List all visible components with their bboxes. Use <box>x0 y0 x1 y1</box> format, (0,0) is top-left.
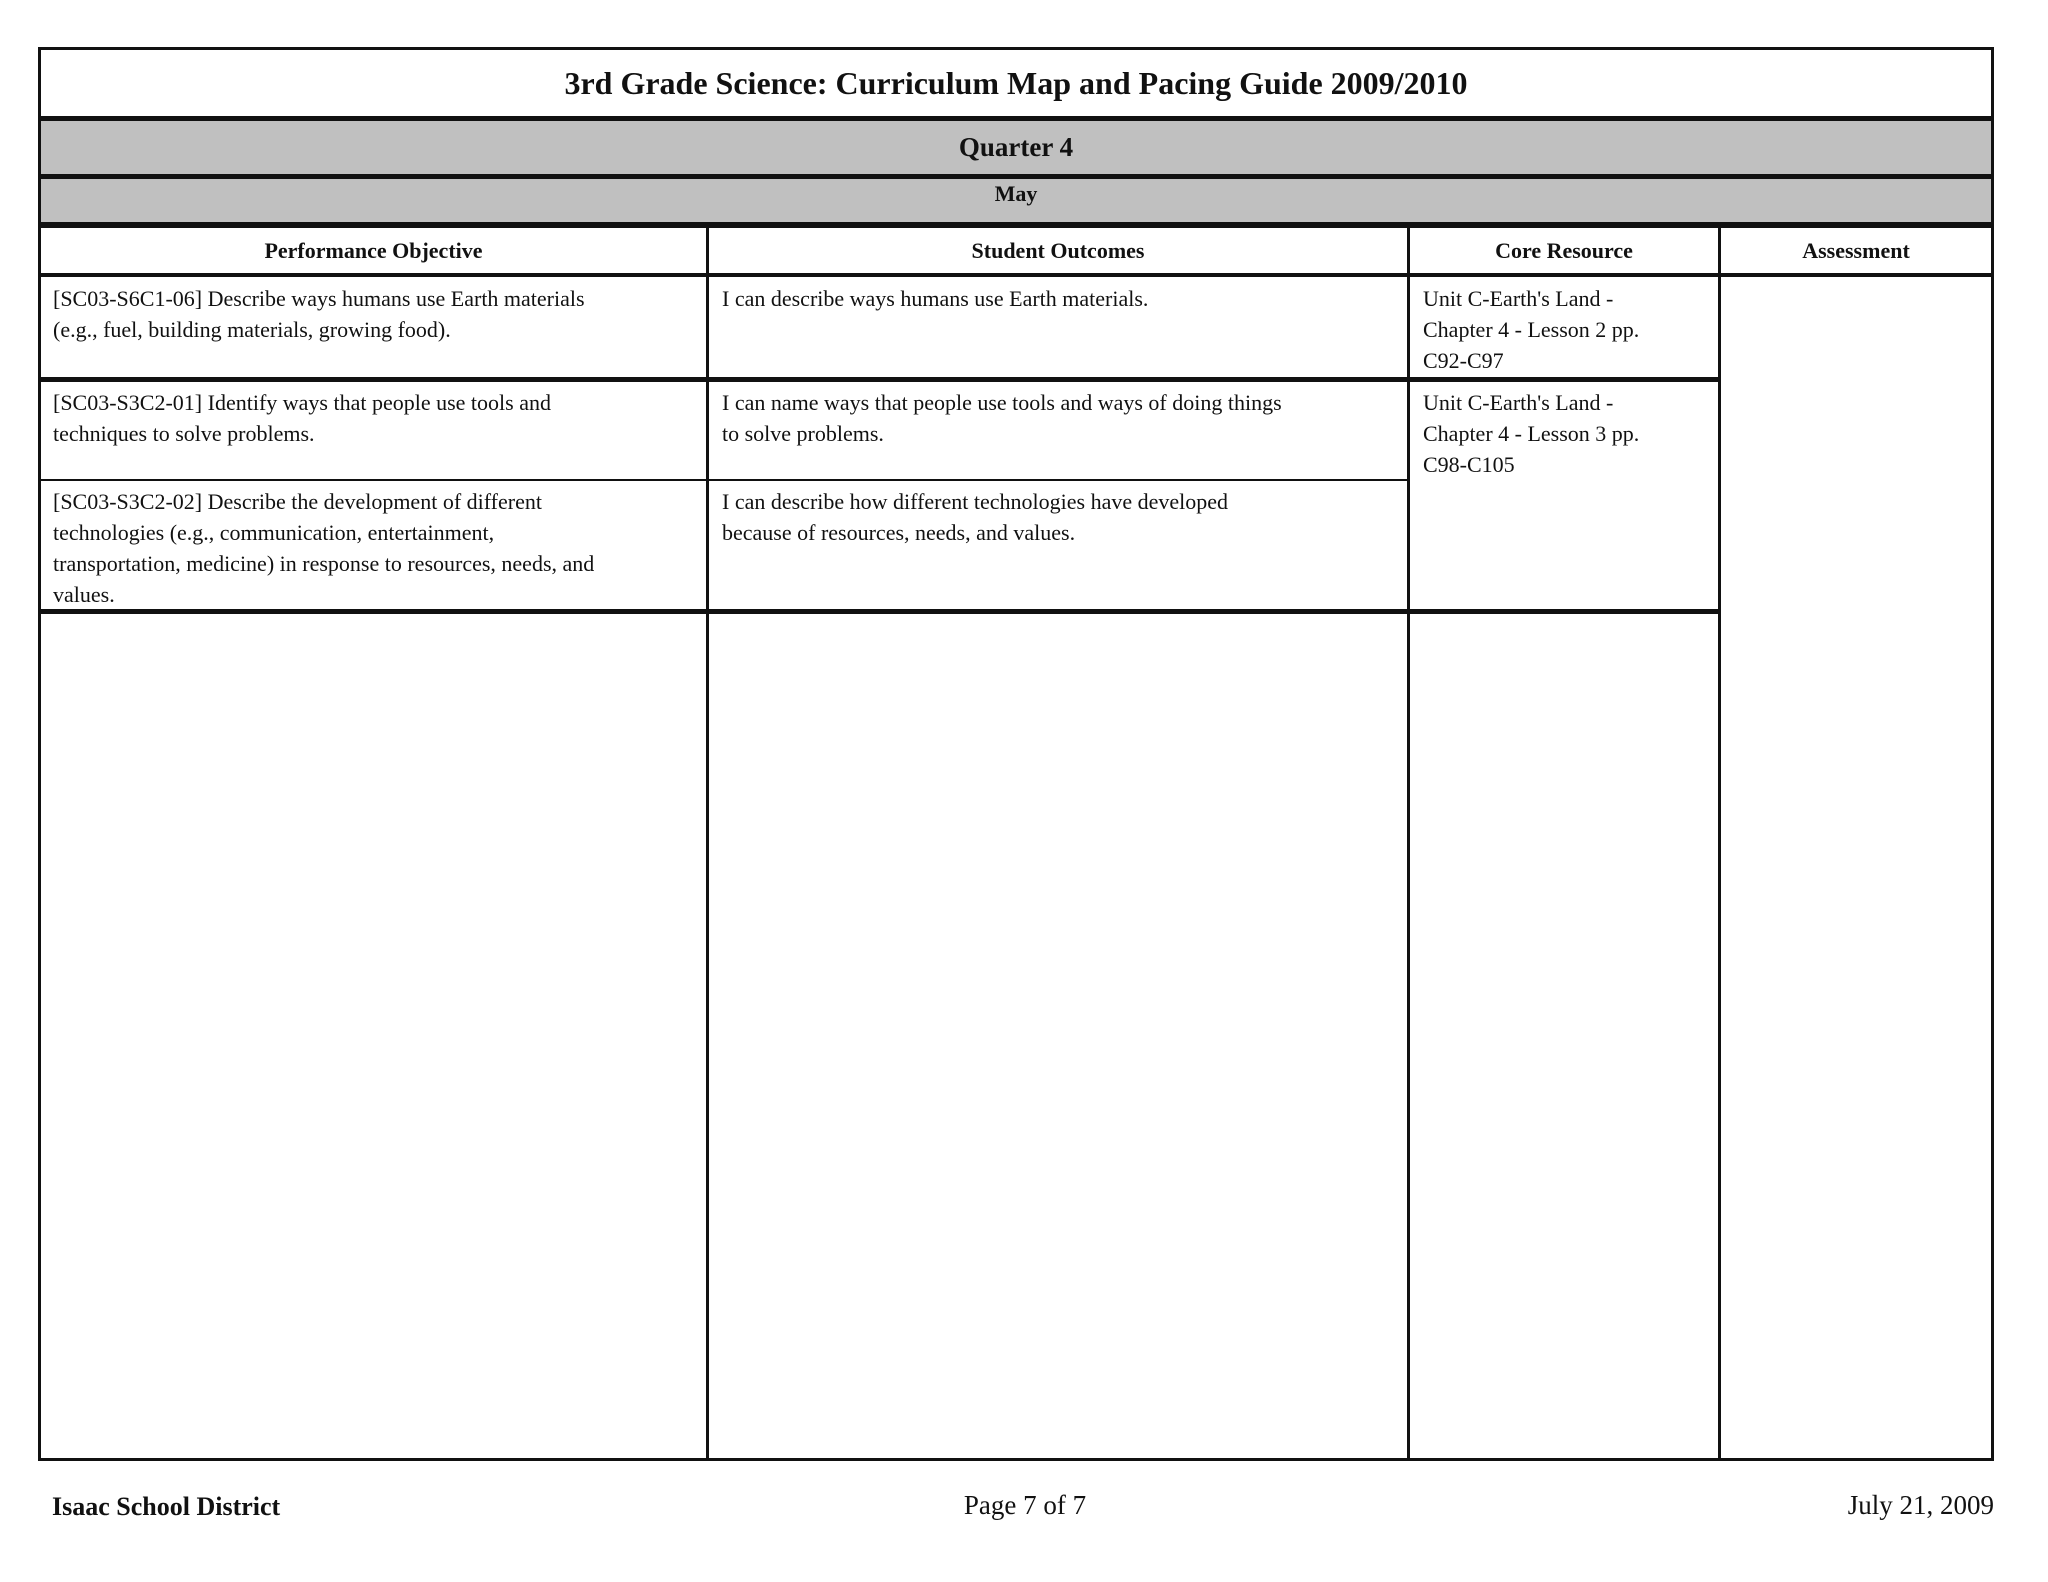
column-header-student-outcomes: Student Outcomes <box>971 237 1145 263</box>
column-divider <box>706 228 709 1461</box>
table-cell-objective: [SC03-S3C2-01] Identify ways that people use tools and techniques to solve problems. <box>53 390 551 446</box>
column-header-performance-objective: Performance Objective <box>264 237 483 263</box>
table-cell-outcome: I can describe ways humans use Earth materials. <box>722 286 1149 311</box>
column-header-core-resource: Core Resource <box>1495 237 1633 263</box>
column-divider <box>1718 228 1721 1461</box>
table-cell-resource: Unit C-Earth's Land - Chapter 4 - Lesson 3 pp. C98-C105 <box>1423 390 1640 477</box>
table-cell-objective: [SC03-S6C1-06] Describe ways humans use Earth materials (e.g., fuel, building materials, growing food). <box>53 286 585 342</box>
row-divider <box>38 479 1408 481</box>
footer-date: July 21, 2009 <box>1847 1490 1994 1520</box>
divider <box>38 273 1994 277</box>
row-divider <box>38 609 1721 614</box>
table-cell-resource: Unit C-Earth's Land - Chapter 4 - Lesson 2 pp. C92-C97 <box>1423 286 1640 373</box>
column-divider <box>1407 228 1410 1461</box>
table-cell-outcome: I can name ways that people use tools and ways of doing things to solve problems. <box>722 390 1282 446</box>
table-cell-objective: [SC03-S3C2-02] Describe the development of different technologies (e.g., communication, entertainment, transportation, medicine) in response to resources, needs, and values. <box>53 489 595 607</box>
column-header-assessment: Assessment <box>1802 237 1910 263</box>
page-title: 3rd Grade Science: Curriculum Map and Pacing Guide 2009/2010 <box>564 64 1468 101</box>
row-divider <box>38 377 1721 382</box>
quarter-band: Quarter 4 <box>41 121 1991 174</box>
footer-page-number: Page 7 of 7 <box>963 1490 1087 1520</box>
month-band: May <box>41 179 1991 222</box>
table-cell-outcome: I can describe how different technologies have developed because of resources, needs, and values. <box>722 489 1228 545</box>
footer-district: Isaac School District <box>52 1492 281 1521</box>
